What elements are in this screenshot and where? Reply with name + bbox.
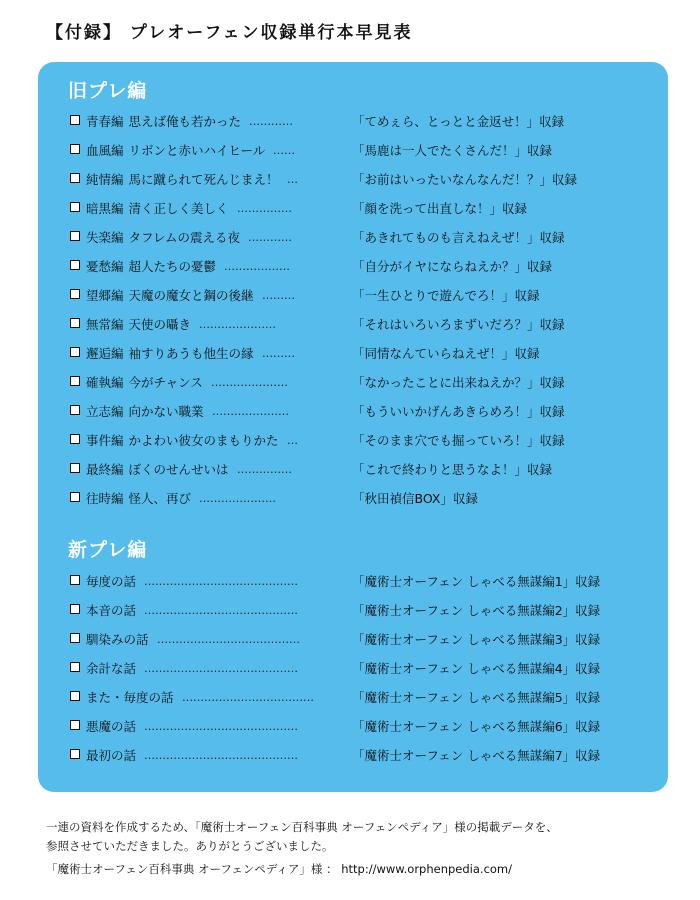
leader-dots: … — [287, 173, 298, 186]
item-name: 馴染みの話 — [86, 632, 149, 647]
item-name: 青春編 — [86, 114, 124, 129]
item-label — [86, 194, 229, 223]
list-item — [70, 426, 660, 455]
item-subtitle: 向かない職業 — [128, 404, 204, 419]
checkbox[interactable] — [70, 144, 80, 154]
item-name: 暗黒編 — [86, 201, 124, 216]
item-subtitle: リボンと赤いハイヒール — [128, 143, 266, 158]
list-item — [70, 252, 660, 281]
recorded-volume: 「なかったことに出来ねえか？」収録 — [352, 375, 565, 390]
leader-dots: ………………………………… — [157, 633, 300, 646]
leader-dots: …………………………………… — [144, 749, 298, 762]
recorded-volume: 「魔術士オーフェン しゃべる無謀編5」収録 — [352, 690, 601, 705]
recorded-volume: 「あきれてものも言えねえぜ！」収録 — [352, 230, 565, 245]
list-item — [70, 339, 660, 368]
item-subtitle: 天使の囁き — [128, 317, 192, 332]
list-item — [70, 107, 660, 136]
item-name: 邂逅編 — [86, 346, 124, 361]
leader-dots: …………………………………… — [144, 720, 298, 733]
item-label — [86, 741, 136, 770]
footer-credit: 「魔術士オーフェン百科事典 オーフェンペディア」様 ： http://www.orphenpedia.com/ — [46, 862, 513, 876]
list-item — [70, 281, 660, 310]
list-item — [70, 741, 660, 770]
item-label — [86, 625, 149, 654]
checkbox[interactable] — [70, 575, 80, 585]
item-label — [86, 683, 174, 712]
recorded-volume: 「魔術士オーフェン しゃべる無謀編4」収録 — [352, 661, 601, 676]
leader-dots: ………… — [249, 115, 293, 128]
item-label — [86, 484, 191, 513]
new-items-list — [70, 567, 660, 770]
item-subtitle: ぼくのせんせいは — [128, 462, 229, 477]
leader-dots: …………… — [237, 202, 292, 215]
item-name: 最初の話 — [86, 748, 137, 763]
item-label — [86, 310, 191, 339]
list-item — [70, 484, 660, 513]
list-item — [70, 223, 660, 252]
item-label — [86, 223, 240, 252]
recorded-volume: 「一生ひとりで遊んでろ！」収録 — [352, 288, 540, 303]
recorded-volume: 「魔術士オーフェン しゃべる無謀編7」収録 — [352, 748, 601, 763]
list-item — [70, 567, 660, 596]
item-label — [86, 252, 216, 281]
item-name: また・毎度の話 — [86, 690, 174, 705]
leader-dots: ……… — [262, 347, 295, 360]
recorded-volume: 「魔術士オーフェン しゃべる無謀編3」収録 — [352, 632, 601, 647]
item-name: 悪魔の話 — [86, 719, 137, 734]
checkbox[interactable] — [70, 347, 80, 357]
item-name: 往時編 — [86, 491, 124, 506]
list-item — [70, 194, 660, 223]
leader-dots: …… — [273, 144, 295, 157]
leader-dots: … — [287, 434, 298, 447]
recorded-volume: 「魔術士オーフェン しゃべる無謀編1」収録 — [352, 574, 601, 589]
item-name: 事件編 — [86, 433, 124, 448]
checkbox[interactable] — [70, 492, 80, 502]
leader-dots: ………………… — [199, 318, 276, 331]
recorded-volume: 「秋田禎信BOX」収録 — [352, 491, 478, 506]
checkbox[interactable] — [70, 749, 80, 759]
leader-dots: …………………………………… — [144, 662, 298, 675]
recorded-volume: 「お前はいったいなんなんだ！？」収録 — [352, 172, 578, 187]
item-subtitle: 今がチャンス — [128, 375, 203, 390]
checkbox[interactable] — [70, 289, 80, 299]
list-item — [70, 310, 660, 339]
leader-dots: ……………… — [224, 260, 290, 273]
recorded-volume: 「同情なんていらねえぜ！」収録 — [352, 346, 540, 361]
item-subtitle: タフレムの震える夜 — [128, 230, 241, 245]
section-title-old: 旧プレ編 — [68, 80, 148, 102]
list-item — [70, 712, 660, 741]
item-name: 無常編 — [86, 317, 124, 332]
item-name: 憂愁編 — [86, 259, 124, 274]
item-subtitle: 怪人、再び — [128, 491, 192, 506]
item-subtitle: かよわい彼女のまもりかた — [128, 433, 279, 448]
checkbox[interactable] — [70, 376, 80, 386]
footer-note-line2: 参照させていただきました。ありがとうございました。 — [46, 839, 334, 853]
recorded-volume: 「魔術士オーフェン しゃべる無謀編2」収録 — [352, 603, 601, 618]
checkbox[interactable] — [70, 720, 80, 730]
checkbox[interactable] — [70, 434, 80, 444]
leader-dots: …………………………………… — [144, 604, 298, 617]
recorded-volume: 「魔術士オーフェン しゃべる無謀編6」収録 — [352, 719, 601, 734]
leader-dots: …………… — [237, 463, 292, 476]
footer-note-line1: 一連の資料を作成するため、「魔術士オーフェン百科事典 オーフェンペディア」様の掲載データを、 — [46, 820, 558, 834]
item-label — [86, 339, 254, 368]
item-name: 毎度の話 — [86, 574, 137, 589]
leader-dots: ………………… — [212, 405, 289, 418]
item-name: 失楽編 — [86, 230, 124, 245]
checkbox[interactable] — [70, 173, 80, 183]
leader-dots: ……… — [262, 289, 295, 302]
list-item — [70, 455, 660, 484]
item-label — [86, 455, 229, 484]
recorded-volume: 「顔を洗って出直しな！」収録 — [352, 201, 528, 216]
checkbox[interactable] — [70, 604, 80, 614]
leader-dots: ………………… — [211, 376, 288, 389]
item-label — [86, 107, 241, 136]
page-title: 【付録】 プレオーフェン収録単行本早見表 — [46, 23, 413, 43]
checkbox[interactable] — [70, 231, 80, 241]
recorded-volume: 「てめぇら、とっとと金返せ！」収録 — [352, 114, 565, 129]
item-name: 最終編 — [86, 462, 124, 477]
item-label — [86, 567, 136, 596]
checkbox[interactable] — [70, 405, 80, 415]
list-item — [70, 368, 660, 397]
list-item — [70, 397, 660, 426]
item-name: 立志編 — [86, 404, 124, 419]
checkbox[interactable] — [70, 260, 80, 270]
item-label — [86, 165, 279, 194]
checkbox[interactable] — [70, 691, 80, 701]
item-subtitle: 袖すりあうも他生の縁 — [128, 346, 254, 361]
recorded-volume: 「それはいろいろまずいだろ？」収録 — [352, 317, 565, 332]
list-item — [70, 165, 660, 194]
recorded-volume: 「自分がイヤにならねえか？」収録 — [352, 259, 553, 274]
checkbox[interactable] — [70, 202, 80, 212]
checkbox[interactable] — [70, 633, 80, 643]
item-label — [86, 281, 254, 310]
recorded-volume: 「馬鹿は一人でたくさんだ！」収録 — [352, 143, 553, 158]
item-subtitle: 思えば俺も若かった — [128, 114, 242, 129]
checklist-panel — [38, 62, 668, 792]
item-name: 余計な話 — [86, 661, 137, 676]
checkbox[interactable] — [70, 115, 80, 125]
list-item — [70, 654, 660, 683]
leader-dots: ……………………………… — [182, 691, 314, 704]
item-subtitle: 清く正しく美しく — [128, 201, 229, 216]
section-title-new: 新プレ編 — [68, 539, 148, 561]
list-item — [70, 596, 660, 625]
item-name: 望郷編 — [86, 288, 124, 303]
item-label — [86, 596, 136, 625]
item-subtitle: 天魔の魔女と鋼の後継 — [128, 288, 254, 303]
item-label — [86, 426, 279, 455]
list-item — [70, 136, 660, 165]
footer-note — [46, 818, 666, 879]
leader-dots: ………… — [248, 231, 292, 244]
item-subtitle: 超人たちの憂鬱 — [128, 259, 217, 274]
leader-dots: ………………… — [199, 492, 276, 505]
item-name: 純情編 — [86, 172, 124, 187]
item-name: 血風編 — [86, 143, 124, 158]
list-item — [70, 625, 660, 654]
item-label — [86, 712, 136, 741]
item-label — [86, 136, 265, 165]
item-subtitle: 馬に蹴られて死んじまえ！ — [128, 172, 279, 187]
leader-dots: …………………………………… — [144, 575, 298, 588]
recorded-volume: 「もういいかげんあきらめろ！」収録 — [352, 404, 565, 419]
list-item — [70, 683, 660, 712]
item-name: 確執編 — [86, 375, 124, 390]
item-label — [86, 654, 136, 683]
item-label — [86, 397, 204, 426]
checkbox[interactable] — [70, 318, 80, 328]
old-items-list — [70, 107, 660, 513]
item-label — [86, 368, 203, 397]
recorded-volume: 「そのまま穴でも掘っていろ！」収録 — [352, 433, 565, 448]
item-name: 本音の話 — [86, 603, 137, 618]
checkbox[interactable] — [70, 662, 80, 672]
recorded-volume: 「これで終わりと思うなよ！」収録 — [352, 462, 553, 477]
checkbox[interactable] — [70, 463, 80, 473]
